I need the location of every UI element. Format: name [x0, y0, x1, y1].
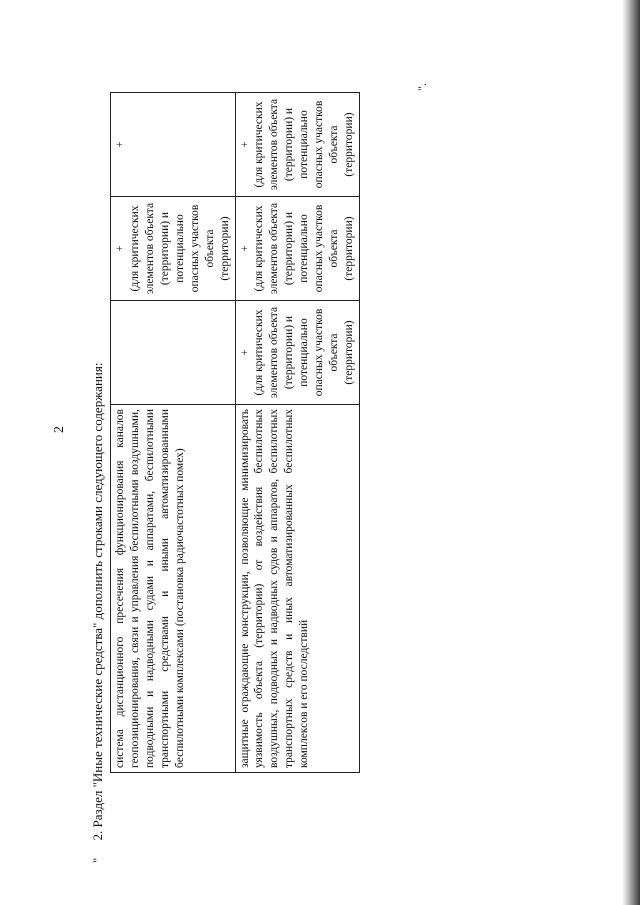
equipment-table: [110, 92, 360, 773]
row-description: система дистанционного пресечения функционирования каналов геопозиционирования, связи и управления беспилотными воздушными, подводными и надводными судами и аппаратами, беспилотными транспортными средствами и иными автоматизированными беспилотными комплексами (постановка радиочастотных помех): [111, 405, 236, 773]
cell-note: (для критических элементов объекта (территории) и потенциально опасных участков объекта (территории): [128, 202, 231, 295]
cell-mark: +: [238, 141, 251, 148]
opening-quote: ": [90, 857, 105, 863]
intro-line: [90, 363, 106, 863]
page-edge-shadow: [622, 0, 640, 905]
table-row: [235, 93, 360, 773]
table-row: [111, 93, 236, 773]
row-cell-col3: [111, 93, 236, 197]
row-cell-col3: [235, 93, 360, 197]
intro-text: 2. Раздел "Иные технические средства" дополнить строками следующего содержания:: [90, 362, 105, 841]
cell-note: (для критических элементов объекта (территории) и потенциально опасных участков объекта (территории): [253, 202, 356, 295]
cell-mark: +: [238, 349, 251, 356]
closing-quote: ".: [415, 83, 429, 91]
row-cell-col1: [111, 301, 236, 405]
row-cell-col2: [235, 197, 360, 301]
rotated-page: [40, 43, 600, 893]
cell-note: (для критических элементов объекта (территории) и потенциально опасных участков объекта (территории): [253, 98, 356, 191]
row-cell-col2: [111, 197, 236, 301]
cell-mark: +: [114, 245, 126, 252]
page-number: 2: [52, 426, 67, 433]
cell-note: (для критических элементов объекта (территории) и потенциально опасных участков объекта (территории): [253, 306, 356, 399]
row-cell-col1: [235, 301, 360, 405]
row-description: защитные ограждающие конструкции, позволяющие минимизировать уязвимость объекта (территории) от воздействия беспилотных воздушных, подводных и надводных судов и аппаратов, беспилотных транспортных средств и иных автоматизированных беспилотных комплексов и его последствий: [235, 405, 360, 773]
cell-mark: +: [238, 245, 251, 252]
cell-mark: +: [114, 141, 126, 148]
